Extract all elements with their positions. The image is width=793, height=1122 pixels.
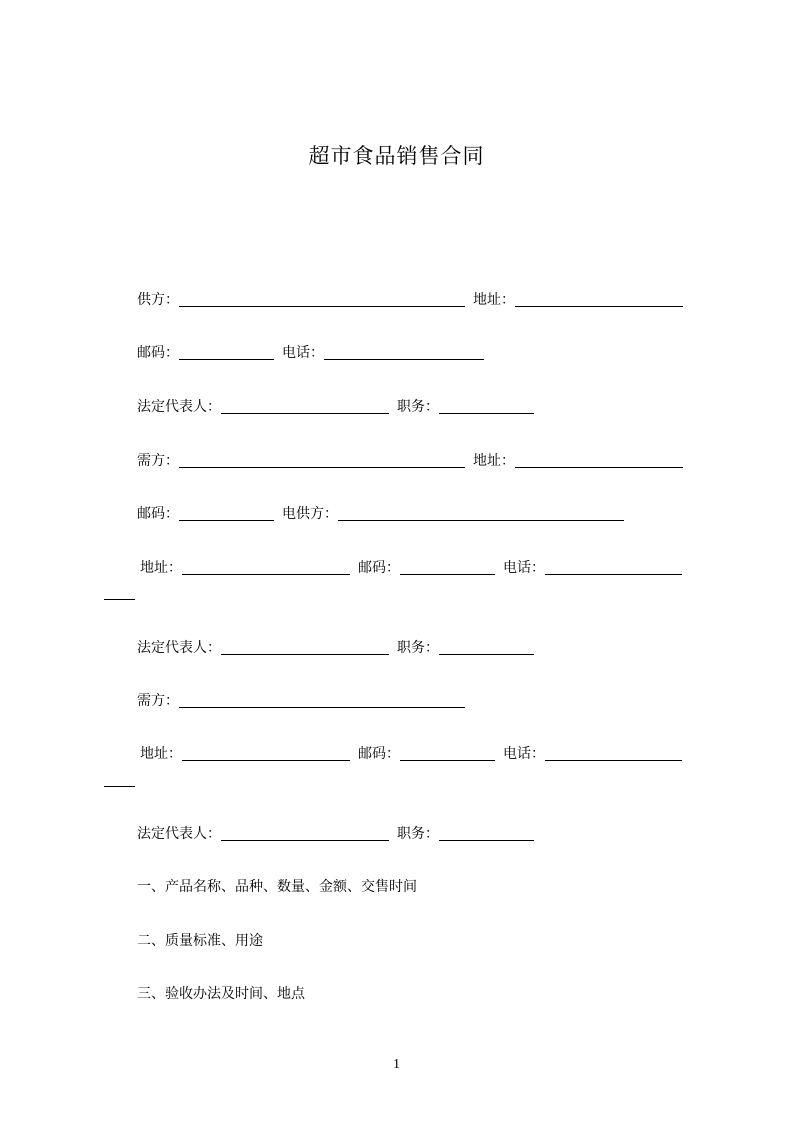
phone-label: 电话： [503, 746, 545, 762]
legal-rep-blank[interactable] [221, 825, 389, 841]
postcode-label: 邮码： [358, 560, 400, 576]
phone-blank[interactable] [545, 559, 682, 575]
postcode-blank[interactable] [179, 505, 274, 521]
legal-rep-blank[interactable] [221, 639, 389, 655]
position-blank[interactable] [439, 639, 534, 655]
postcode-row-1 [137, 342, 484, 364]
buyer-row-1 [137, 450, 683, 472]
postcode-label: 邮码： [358, 746, 400, 762]
phone-blank[interactable] [324, 344, 484, 360]
supplier-blank[interactable] [179, 291, 465, 307]
phone-label: 电话： [503, 560, 545, 576]
address-label: 地址： [140, 746, 182, 762]
postcode-label: 邮码： [137, 506, 179, 522]
legal-rep-row-2 [137, 637, 534, 659]
section-heading: 一、产品名称、品种、数量、金额、交售时间 [137, 879, 417, 895]
postcode-blank[interactable] [400, 559, 495, 575]
address-blank[interactable] [515, 291, 683, 307]
supplier-row-1 [137, 289, 683, 311]
legal-rep-row-1 [137, 396, 534, 418]
buyer-blank[interactable] [179, 692, 465, 708]
section-heading: 二、质量标准、用途 [137, 933, 263, 949]
legal-rep-label: 法定代表人： [137, 399, 221, 415]
phone-supplier-blank[interactable] [338, 505, 624, 521]
phone-blank-continuation [104, 599, 135, 600]
legal-rep-blank[interactable] [221, 398, 389, 414]
phone-blank-continuation [104, 786, 135, 787]
legal-rep-row-3 [137, 823, 534, 845]
position-label: 职务： [397, 826, 439, 842]
section-heading: 三、验收办法及时间、地点 [137, 986, 305, 1002]
buyer-row-2 [137, 690, 465, 712]
buyer-label: 需方： [137, 693, 179, 709]
legal-rep-label: 法定代表人： [137, 826, 221, 842]
position-label: 职务： [397, 399, 439, 415]
page-number: 1 [393, 1057, 400, 1072]
position-label: 职务： [397, 640, 439, 656]
address-row-3 [140, 557, 682, 579]
phone-blank[interactable] [545, 745, 682, 761]
buyer-label: 需方： [137, 453, 179, 469]
legal-rep-label: 法定代表人： [137, 640, 221, 656]
supplier-label: 供方： [137, 292, 179, 308]
phone-supplier-label: 电供方： [282, 506, 338, 522]
address-label: 地址： [473, 453, 515, 469]
address-blank[interactable] [515, 452, 683, 468]
buyer-blank[interactable] [179, 452, 465, 468]
postcode-blank[interactable] [400, 745, 495, 761]
postcode-row-2 [137, 503, 624, 525]
position-blank[interactable] [439, 398, 534, 414]
address-label: 地址： [473, 292, 515, 308]
position-blank[interactable] [439, 825, 534, 841]
address-label: 地址： [140, 560, 182, 576]
contract-title: 超市食品销售合同 [308, 144, 485, 168]
phone-label: 电话： [282, 345, 324, 361]
postcode-label: 邮码： [137, 345, 179, 361]
address-row-4 [140, 743, 682, 765]
address-blank[interactable] [182, 745, 350, 761]
address-blank[interactable] [182, 559, 350, 575]
postcode-blank[interactable] [179, 344, 274, 360]
